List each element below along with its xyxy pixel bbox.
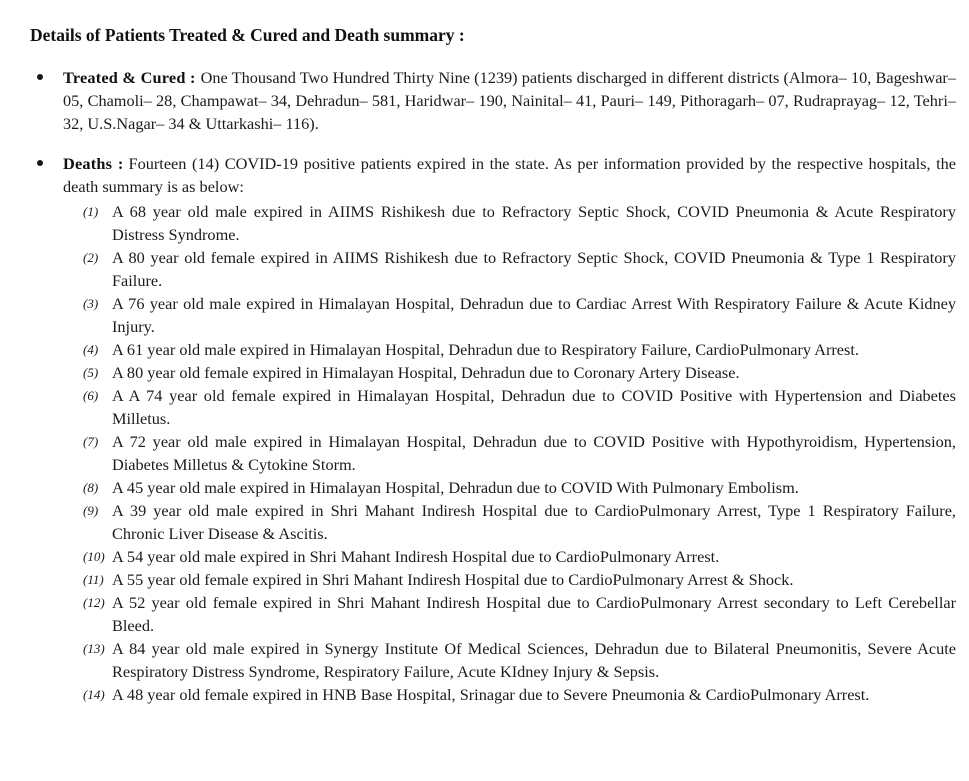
treated-cured-label: Treated & Cured : (63, 68, 196, 87)
death-item-text: A 80 year old female expired in Himalayan Hospital, Dehradun due to Coronary Artery Disease. (112, 363, 740, 382)
death-item-number: (2) (83, 250, 99, 265)
death-item-text: A 72 year old male expired in Himalayan Hospital, Dehradun due to COVID Positive with Hypothyroidism, Hypertension, Diabetes Milletus & Cytokine Storm. (112, 432, 956, 474)
deaths-intro-text: Fourteen (14) COVID-19 positive patients expired in the state. As per information provided by the respective hospitals, the death summary is as below: (63, 154, 956, 196)
death-list-item (63, 637, 956, 683)
death-item-text: A 54 year old male expired in Shri Mahant Indiresh Hospital due to CardioPulmonary Arrest. (112, 547, 720, 566)
bullet-icon (37, 74, 43, 80)
death-list-item (63, 568, 956, 591)
deaths-section (30, 152, 956, 706)
death-item-text: A 55 year old female expired in Shri Mahant Indiresh Hospital due to CardioPulmonary Arrest & Shock. (112, 570, 794, 589)
death-item-text: A 80 year old female expired in AIIMS Rishikesh due to Refractory Septic Shock, COVID Pneumonia & Type 1 Respiratory Failure. (112, 248, 956, 290)
death-list-item (63, 499, 956, 545)
death-item-number: (1) (83, 204, 99, 219)
death-item-number: (9) (83, 503, 99, 518)
death-item-number: (3) (83, 296, 99, 311)
death-item-text: A 61 year old male expired in Himalayan Hospital, Dehradun due to Respiratory Failure, CardioPulmonary Arrest. (112, 340, 859, 359)
deaths-paragraph (63, 152, 956, 198)
death-list-item (63, 361, 956, 384)
death-item-text: A 45 year old male expired in Himalayan Hospital, Dehradun due to COVID With Pulmonary Embolism. (112, 478, 799, 497)
death-item-text: A 84 year old male expired in Synergy Institute Of Medical Sciences, Dehradun due to Bilateral Pneumonitis, Severe Acute Respiratory Distress Syndrome, Respiratory Failure, Acute KIdney Injury & Sepsis. (112, 639, 956, 681)
death-item-number: (13) (83, 641, 105, 656)
death-list-item (63, 384, 956, 430)
death-list-item (63, 246, 956, 292)
death-item-number: (5) (83, 365, 99, 380)
treated-cured-paragraph (63, 66, 956, 135)
death-list-item (63, 476, 956, 499)
death-item-number: (8) (83, 480, 99, 495)
death-item-number: (11) (83, 572, 104, 587)
page-title: Details of Patients Treated & Cured and Death summary : (30, 25, 465, 45)
death-list-item (63, 683, 956, 706)
death-list-item (63, 338, 956, 361)
death-list-item (63, 591, 956, 637)
death-item-number: (6) (83, 388, 99, 403)
death-list-item (63, 430, 956, 476)
death-item-text: A 39 year old male expired in Shri Mahant Indiresh Hospital due to CardioPulmonary Arrest, Type 1 Respiratory Failure, Chronic Liver Disease & Ascitis. (112, 501, 956, 543)
deaths-label: Deaths : (63, 154, 124, 173)
death-item-text: A 68 year old male expired in AIIMS Rishikesh due to Refractory Septic Shock, COVID Pneumonia & Acute Respiratory Distress Syndrome. (112, 202, 956, 244)
death-item-number: (4) (83, 342, 99, 357)
death-summary-list (63, 200, 956, 706)
death-item-text: A A 74 year old female expired in Himalayan Hospital, Dehradun due to COVID Positive with Hypertension and Diabetes Milletus. (112, 386, 956, 428)
death-list-item (63, 200, 956, 246)
death-item-text: A 52 year old female expired in Shri Mahant Indiresh Hospital due to CardioPulmonary Arrest secondary to Left Cerebellar Bleed. (112, 593, 956, 635)
death-list-item (63, 292, 956, 338)
bullet-icon (37, 160, 43, 166)
death-item-text: A 48 year old female expired in HNB Base Hospital, Srinagar due to Severe Pneumonia & CardioPulmonary Arrest. (112, 685, 870, 704)
death-item-number: (10) (83, 549, 105, 564)
death-item-number: (7) (83, 434, 99, 449)
treated-cured-text: One Thousand Two Hundred Thirty Nine (1239) patients discharged in different districts (Almora– 10, Bageshwar– 05, Chamoli– 28, Champawat– 34, Dehradun– 581, Haridwar– 190, Nainital– 41, Pauri– 149, Pithoragarh– 07, Rudraprayag– 12, Tehri– 32, U.S.Nagar– 34 & Uttarkashi– 116). (63, 68, 956, 133)
death-item-number: (12) (83, 595, 105, 610)
death-item-number: (14) (83, 687, 105, 702)
treated-cured-section (30, 66, 956, 135)
death-list-item (63, 545, 956, 568)
death-item-text: A 76 year old male expired in Himalayan Hospital, Dehradun due to Cardiac Arrest With Respiratory Failure & Acute Kidney Injury. (112, 294, 956, 336)
